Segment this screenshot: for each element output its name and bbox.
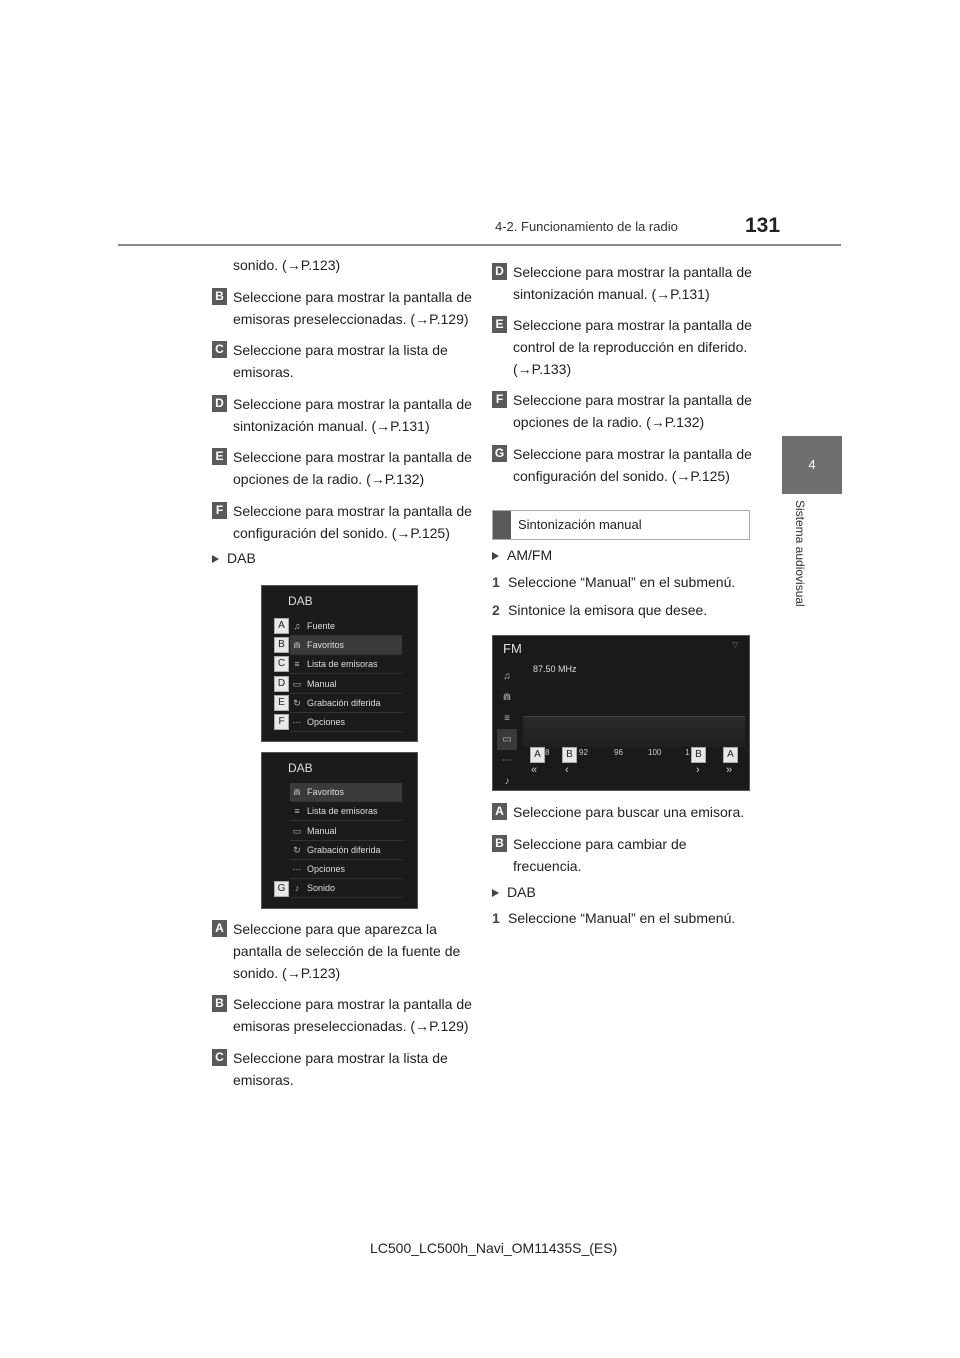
list-icon[interactable]: ≡ [504, 713, 510, 724]
badge: B [212, 995, 227, 1012]
badge: D [492, 263, 507, 280]
label-a: A [530, 747, 545, 763]
timeshift-icon: ↻ [293, 698, 301, 708]
step-down-icon[interactable]: ‹ [565, 764, 569, 776]
label-b: B [691, 747, 706, 763]
item-text: Seleccione para mostrar la pantalla de control de la reproducción en diferido. (→P.133) [513, 317, 752, 377]
item-text: Seleccione para mostrar la pantalla de configuración del sonido. (→P.125) [233, 503, 472, 541]
badge: E [492, 316, 507, 333]
label-b: B [274, 637, 289, 653]
signal-icon: ⌔ [731, 640, 740, 650]
label-g: G [274, 881, 289, 897]
badge: B [492, 835, 507, 852]
screen-title: DAB [288, 594, 313, 608]
label-d: D [274, 676, 289, 692]
dab-menu-screen [261, 585, 418, 742]
badge: A [212, 920, 227, 937]
favorites-icon[interactable]: ⋒ [502, 692, 512, 703]
triangle-bullet-icon [492, 552, 499, 560]
item-text: Seleccione para mostrar la lista de emisoras. [233, 1050, 448, 1088]
triangle-bullet-icon [492, 889, 499, 897]
item-text: Seleccione para que aparezca la pantalla de selección de la fuente de sonido. (→P.123) [233, 921, 461, 981]
badge: B [212, 288, 227, 305]
scale-tick: 100 [648, 748, 662, 757]
sound-icon[interactable]: ♪ [504, 776, 510, 787]
bullet-amfm: AM/FM [492, 547, 552, 563]
badge: F [212, 502, 227, 519]
item-text: Seleccione para mostrar la pantalla de sintonización manual. (→P.131) [513, 264, 752, 302]
frequency-readout: 87.50 MHz [533, 664, 577, 674]
menu-item-favoritos[interactable]: ⋒ Favoritos [290, 783, 402, 802]
list-icon: ≡ [294, 806, 300, 816]
triangle-bullet-icon [212, 555, 219, 563]
scale-tick: 1 [685, 748, 690, 757]
scale-tick: 92 [579, 748, 588, 757]
heading-marker [493, 511, 511, 539]
label-f: F [274, 714, 289, 730]
step-up-icon[interactable]: › [696, 764, 700, 776]
options-icon: ⋯ [292, 717, 302, 727]
source-icon: ♫ [293, 621, 301, 631]
dab-menu-screen-scrolled [261, 752, 418, 909]
item-text: Seleccione para mostrar la pantalla de opciones de la radio. (→P.132) [233, 449, 472, 487]
header-divider [118, 244, 841, 246]
favorites-icon: ⋒ [293, 640, 301, 650]
label-a: A [274, 618, 289, 634]
seek-down-icon[interactable]: « [531, 764, 538, 776]
item-text: Seleccione para mostrar la pantalla de opciones de la radio. (→P.132) [513, 392, 752, 430]
manual-icon: ▭ [292, 679, 302, 689]
section-title: 4-2. Funcionamiento de la radio [495, 219, 678, 234]
label-c: C [274, 656, 289, 672]
source-icon[interactable]: ♫ [503, 671, 511, 682]
chapter-label: Sistema audiovisual [793, 500, 807, 607]
scale-tick: 8 [545, 748, 550, 757]
badge: C [212, 341, 227, 358]
item-text: Seleccione para mostrar la pantalla de emisoras preseleccionadas. (→P.129) [233, 289, 472, 327]
menu-item-grabacion[interactable]: ↻ Grabación diferida [290, 694, 402, 713]
sound-icon: ♪ [294, 883, 300, 893]
document-code: LC500_LC500h_Navi_OM11435S_(ES) [370, 1240, 618, 1256]
badge: E [212, 448, 227, 465]
step: 2 Sintonice la emisora que desee. [492, 602, 708, 618]
step: 1 Seleccione “Manual” en el submenú. [492, 910, 736, 926]
options-icon[interactable]: ⋯ [502, 755, 512, 766]
badge: D [212, 395, 227, 412]
bullet-dab: DAB [492, 884, 536, 900]
bullet-dab: DAB [212, 550, 256, 566]
label-a: A [723, 747, 738, 763]
item-text: Seleccione para mostrar la pantalla de emisoras preseleccionadas. (→P.129) [233, 996, 472, 1034]
heading-text: Sintonización manual [518, 517, 642, 532]
page-number: 131 [745, 214, 781, 237]
tuning-bar[interactable] [523, 716, 745, 747]
options-icon: ⋯ [292, 864, 302, 874]
badge: A [492, 803, 507, 820]
manual-icon[interactable]: ▭ [497, 729, 517, 750]
badge: C [212, 1049, 227, 1066]
label-e: E [274, 695, 289, 711]
badge: F [492, 391, 507, 408]
menu-item-favoritos[interactable]: ⋒ Favoritos [290, 636, 402, 655]
item-text: Seleccione para mostrar la lista de emisoras. [233, 342, 448, 380]
favorites-icon: ⋒ [293, 787, 301, 797]
side-menu [497, 666, 517, 792]
subsection-heading [492, 510, 750, 540]
screen-title: DAB [288, 761, 313, 775]
menu-item-grabacion[interactable]: ↻ Grabación diferida [290, 841, 402, 860]
menu-item-lista[interactable]: ≡ Lista de emisoras [290, 802, 402, 821]
scale-tick: 96 [614, 748, 623, 757]
badge: G [492, 445, 507, 462]
manual-icon: ▭ [292, 826, 302, 836]
step: 1 Seleccione “Manual” en el submenú. [492, 574, 736, 590]
menu-item-fuente[interactable]: ♫ Fuente [290, 617, 402, 636]
menu-item-opciones[interactable]: ⋯ Opciones [290, 860, 402, 879]
intro-continuation: sonido. (→P.123) [233, 257, 341, 273]
item-text: Seleccione para mostrar la pantalla de configuración del sonido. (→P.125) [513, 446, 752, 484]
label-b: B [562, 747, 577, 763]
screen-title: FM [503, 641, 522, 656]
item-text: Seleccione para cambiar de frecuencia. [513, 836, 687, 874]
item-text: Seleccione para buscar una emisora. [513, 804, 745, 820]
menu-item-manual[interactable]: ▭ Manual [290, 675, 402, 694]
seek-up-icon[interactable]: » [726, 764, 733, 776]
menu-item-manual[interactable]: ▭ Manual [290, 822, 402, 841]
fm-tuner-screen [492, 635, 750, 791]
menu-item-lista[interactable]: ≡ Lista de emisoras [290, 655, 402, 674]
menu-item-sonido[interactable]: ♪ Sonido [290, 879, 402, 898]
timeshift-icon: ↻ [293, 845, 301, 855]
item-text: Seleccione para mostrar la pantalla de sintonización manual. (→P.131) [233, 396, 472, 434]
chapter-tab: 4 [782, 436, 842, 494]
menu-item-opciones[interactable]: ⋯ Opciones [290, 713, 402, 732]
list-icon: ≡ [294, 659, 300, 669]
